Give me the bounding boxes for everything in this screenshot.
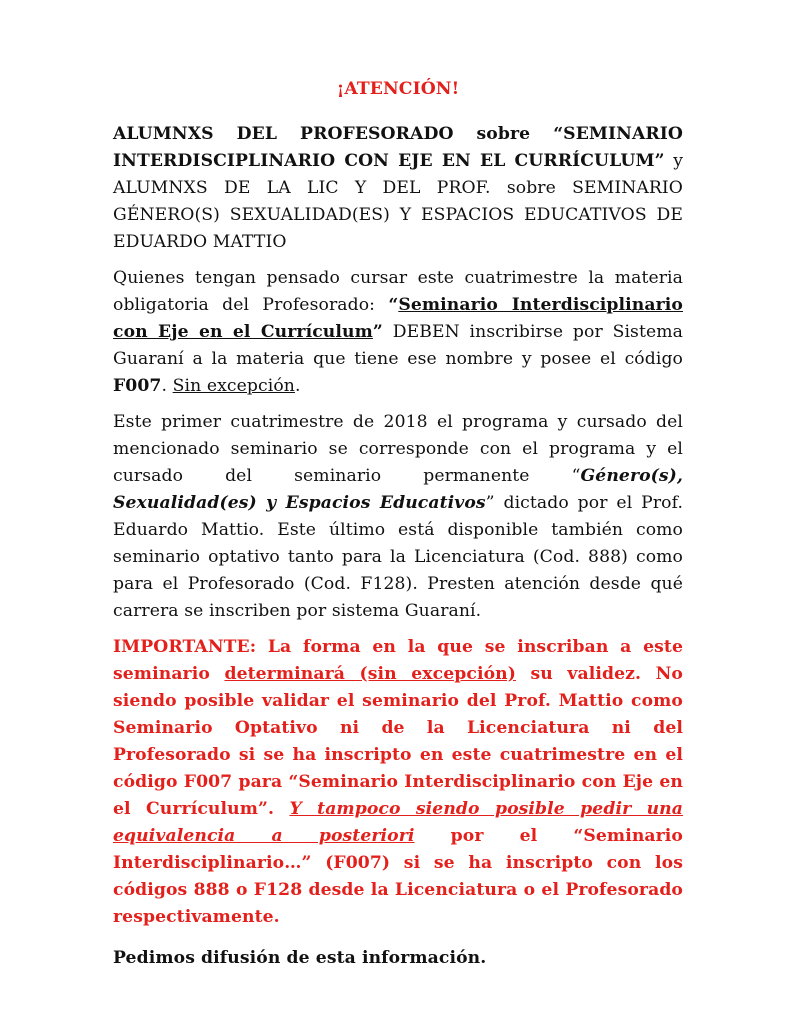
no-exception-underlined: Sin excepción — [172, 376, 295, 396]
closing-line: Pedimos difusión de esta información. — [113, 948, 487, 968]
important-text-3: por el “Seminario Interdisciplinario…” (F007) si se ha inscripto con los códigos 888 o F128 desde la Licenciatura o el Profesorado respectivamente. — [113, 826, 683, 927]
page-title: ¡ATENCIÓN! — [336, 79, 460, 99]
enrollment-text-2: DEBEN inscribirse por Sistema Guaraní a la materia que tiene ese nombre y posee el código — [113, 322, 683, 369]
program-text-1: Este primer cuatrimestre de 2018 el programa y cursado del mencionado seminario se corresponde con el programa y el cursado del seminario permanente “ — [113, 412, 683, 486]
audience-paragraph — [113, 121, 683, 256]
course-code: F007 — [113, 376, 162, 396]
enrollment-paragraph — [113, 265, 683, 400]
enrollment-text-3: . — [161, 376, 173, 396]
equivalence-underlined-italic: Y tampoco siendo posible pedir una equivalencia a posteriori — [113, 799, 684, 846]
important-text-1: IMPORTANTE: La forma en la que se inscriban a este seminario — [113, 637, 683, 684]
validity-underlined: determinará (sin excepción) — [224, 664, 516, 684]
program-paragraph — [113, 409, 683, 625]
important-text-2: su validez. No siendo posible validar el seminario del Prof. Mattio como Seminario Optativo ni de la Licenciatura ni del Profesorado si se ha inscripto en este cuatrimestre en el código F007 para “Seminario Interdisciplinario con Eje en el Currículum”. — [113, 664, 683, 819]
seminar-name-underlined: Seminario Interdisciplinario con Eje en el Currículum — [113, 295, 683, 342]
seminar-quote-close: ” — [372, 322, 383, 342]
enrollment-text-1: Quienes tengan pensado cursar este cuatrimestre la materia obligatoria del Profesorado: — [113, 268, 683, 315]
audience-normal-text: y ALUMNXS DE LA LIC Y DEL PROF. sobre SEMINARIO GÉNERO(S) SEXUALIDAD(ES) Y ESPACIOS EDUCATIVOS DE EDUARDO MATTIO — [113, 151, 684, 252]
audience-bold-text: ALUMNXS DEL PROFESORADO sobre “SEMINARIO INTERDISCIPLINARIO CON EJE EN EL CURRÍCULUM” — [113, 124, 683, 171]
important-paragraph — [113, 634, 683, 931]
seminar-quote-open: “ — [388, 295, 399, 315]
document-page — [113, 64, 683, 981]
seminar-title-italic: Género(s), Sexualidad(es) y Espacios Educativos — [113, 466, 683, 513]
program-text-2: ” dictado por el Prof. Eduardo Mattio. Este último está disponible también como seminario optativo tanto para la Licenciatura (Cod. 888) como para el Profesorado (Cod. F128). Presten atención desde qué carrera se inscriben por sistema Guaraní. — [113, 493, 684, 621]
enrollment-text-4: . — [294, 376, 301, 396]
